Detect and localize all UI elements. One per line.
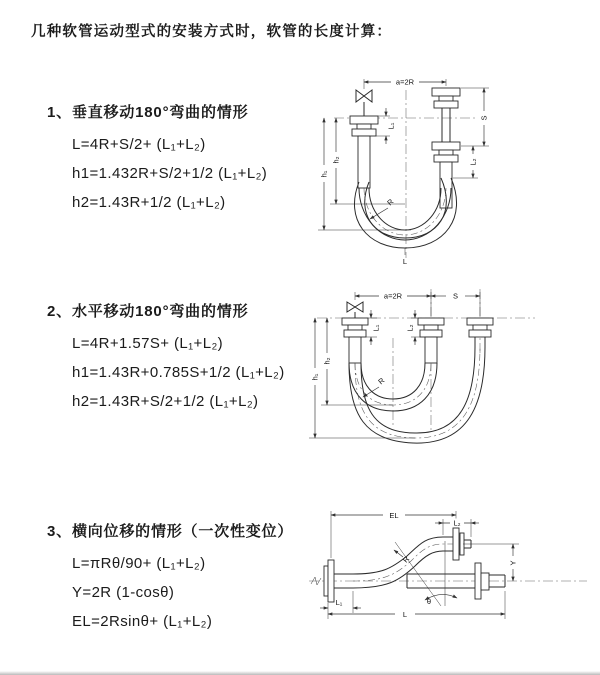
u-bend-hose: [354, 178, 456, 248]
dimensions: [318, 78, 489, 266]
radius-label: R: [400, 554, 412, 565]
formula-line: L=πRθ/90+ (L₁+L₂): [72, 555, 206, 572]
diagram-vertical-180-bend: [306, 70, 591, 265]
scan-edge: [0, 671, 600, 675]
dimension-label-l2: L₂: [468, 158, 478, 166]
braided-hose-segment: [425, 337, 437, 363]
moved-pipe-fitting: [467, 318, 493, 347]
section-1-formulas: [72, 130, 267, 217]
braided-hose-segment: [358, 136, 370, 188]
dimension-label-h1: h₁: [310, 373, 320, 381]
dimension-label-length: L: [402, 610, 408, 619]
formula-line: L=4R+1.57S+ (L₁+L₂): [72, 335, 224, 352]
formula-line: EL=2Rsinθ+ (L₁+L₂): [72, 613, 213, 630]
dimension-label-span: a=2R: [383, 291, 403, 301]
dimension-label-l2: L₂: [405, 324, 415, 332]
section-2-formulas: [72, 329, 285, 416]
length-label: L: [402, 257, 408, 265]
braided-hose-segment: [440, 162, 452, 208]
page-title: 几种软管运动型式的安装方式时，软管的长度计算：: [31, 24, 393, 40]
dimension-label-h1: h₁: [319, 170, 329, 178]
dimension-label-y: Y: [508, 560, 518, 566]
s-curve-hose: [353, 537, 453, 588]
formula-line: h2=1.43R+S/2+1/2 (L₁+L₂): [72, 393, 259, 410]
dimensions: [320, 511, 519, 619]
section-2: [47, 300, 285, 416]
valve-icon: [347, 302, 363, 318]
dimension-label-h2: h₂: [322, 357, 332, 365]
centerlines: [331, 90, 476, 258]
dimension-label-s: S: [452, 291, 459, 301]
section-2-heading: 2、水平移动180°弯曲的情形: [47, 303, 249, 320]
left-pipe-fitting: [350, 116, 378, 188]
formula-line: L=4R+S/2+ (L₁+L₂): [72, 136, 206, 153]
u-bend-hose-moved: [349, 347, 485, 443]
formula-line: h1=1.43R+0.785S+1/2 (L₁+L₂): [72, 364, 285, 381]
section-1: [47, 101, 267, 217]
dimension-label-h2: h₂: [331, 156, 341, 164]
valve-icon: [356, 90, 372, 116]
radius-label: R: [376, 375, 387, 387]
middle-pipe-fitting: [418, 318, 444, 363]
section-3-heading: 3、横向位移的情形（一次性变位）: [47, 523, 294, 540]
section-3-formulas: [72, 549, 293, 636]
dimension-label-l1: L₁: [335, 598, 343, 607]
dimensions: [309, 292, 480, 439]
dimension-label-l1: L₁: [386, 122, 396, 130]
radius-label: R: [385, 196, 396, 208]
section-3: [47, 520, 293, 636]
pipe-break-mark: [311, 577, 321, 585]
dimension-label-l1: L₁: [371, 324, 381, 332]
formula-line: h2=1.43R+1/2 (L₁+L₂): [72, 194, 226, 211]
dimension-label-span: a=2R: [395, 77, 415, 87]
dimension-label-s: S: [479, 115, 489, 121]
dimension-label-el: EL: [389, 511, 399, 520]
diagram-horizontal-180-bend: [303, 283, 593, 458]
formula-line: h1=1.432R+S/2+1/2 (L₁+L₂): [72, 165, 268, 182]
diagram-lateral-displacement: [295, 503, 595, 648]
theta-label: θ: [426, 597, 432, 606]
formula-line: Y=2R (1-cosθ): [72, 584, 175, 601]
dimension-label-l2: L₂: [453, 518, 461, 528]
section-1-heading: 1、垂直移动180°弯曲的情形: [47, 104, 249, 121]
left-pipe-fitting: [342, 318, 368, 363]
braided-hose-segment: [349, 337, 361, 363]
centerlines: [309, 577, 587, 585]
